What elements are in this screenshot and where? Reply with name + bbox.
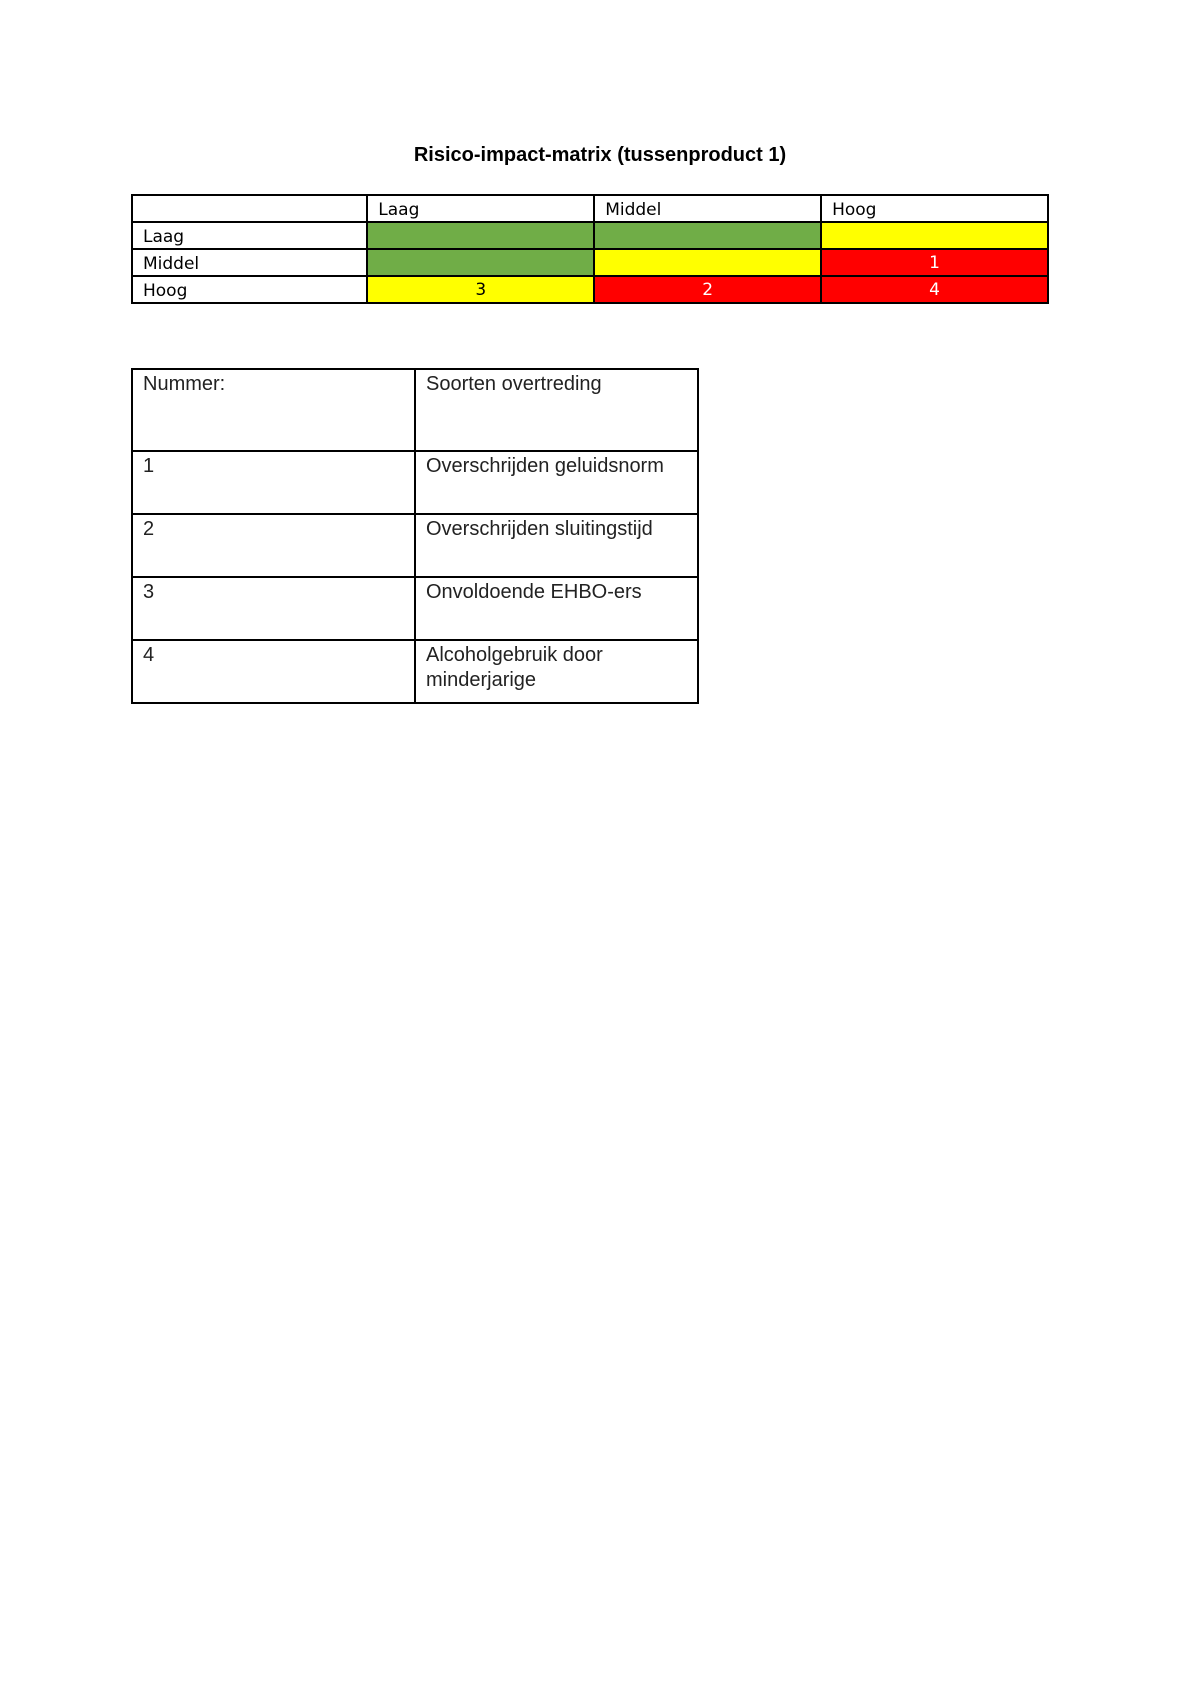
table-row [132, 451, 698, 514]
violation-number: 2 [132, 514, 415, 577]
risk-impact-matrix [131, 194, 1049, 304]
matrix-row-header: Laag [132, 222, 367, 249]
matrix-cell: 4 [821, 276, 1048, 303]
violation-description: Alcoholgebruik door minderjarige [415, 640, 698, 703]
matrix-cell [594, 222, 821, 249]
column-header-violation: Soorten overtreding [415, 369, 698, 451]
matrix-cell: 1 [821, 249, 1048, 276]
violation-number: 3 [132, 577, 415, 640]
matrix-row-header: Hoog [132, 276, 367, 303]
violation-types-table [131, 368, 699, 704]
matrix-column-header: Middel [594, 195, 821, 222]
violation-description: Overschrijden sluitingstijd [415, 514, 698, 577]
matrix-cell: 2 [594, 276, 821, 303]
matrix-row [132, 276, 1048, 303]
matrix-row [132, 222, 1048, 249]
table-header-row [132, 369, 698, 451]
table-row [132, 640, 698, 703]
matrix-cell [367, 249, 594, 276]
matrix-cell [594, 249, 821, 276]
matrix-row-header: Middel [132, 249, 367, 276]
violation-number: 1 [132, 451, 415, 514]
table-row [132, 514, 698, 577]
matrix-column-header: Laag [367, 195, 594, 222]
matrix-column-header: Hoog [821, 195, 1048, 222]
matrix-corner-cell [132, 195, 367, 222]
matrix-cell: 3 [367, 276, 594, 303]
violation-description: Overschrijden geluidsnorm [415, 451, 698, 514]
matrix-cell [367, 222, 594, 249]
matrix-cell [821, 222, 1048, 249]
column-header-number: Nummer: [132, 369, 415, 451]
table-row [132, 577, 698, 640]
violation-description: Onvoldoende EHBO-ers [415, 577, 698, 640]
violation-number: 4 [132, 640, 415, 703]
page-title: Risico-impact-matrix (tussenproduct 1) [413, 144, 787, 166]
matrix-header-row [132, 195, 1048, 222]
matrix-row [132, 249, 1048, 276]
